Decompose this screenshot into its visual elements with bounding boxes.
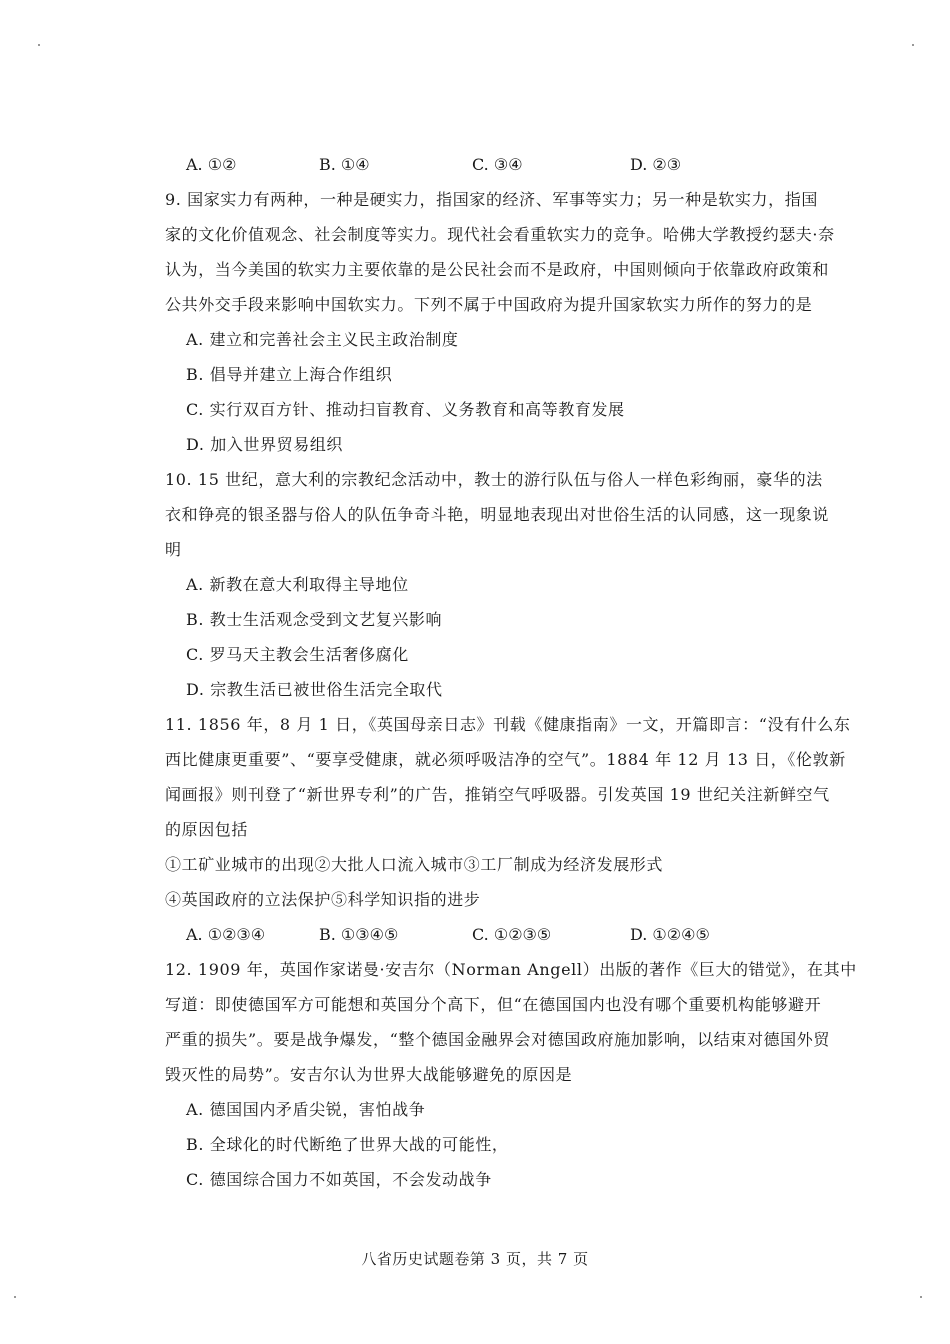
- q10-stem-line: 10. 15 世纪，意大利的宗教纪念活动中，教士的游行队伍与俗人一样色彩绚丽，豪华的法: [165, 470, 823, 489]
- q10-stem-line: 衣和铮亮的银圣器与俗人的队伍争奇斗艳，明显地表现出对世俗生活的认同感，这一现象说: [165, 505, 830, 524]
- q10-option-b: B. 教士生活观念受到文艺复兴影响: [186, 610, 443, 629]
- scan-speck: [38, 44, 40, 46]
- q9-stem-line: 公共外交手段来影响中国软实力。下列不属于中国政府为提升国家软实力所作的努力的是: [165, 295, 813, 314]
- q10-stem-line: 明: [165, 540, 182, 559]
- q12-stem-line: 写道：即使德国军方可能想和英国分个高下，但“在德国国内也没有哪个重要机构能够避开: [165, 995, 822, 1014]
- q9-stem-line: 9. 国家实力有两种，一种是硬实力，指国家的经济、军事等实力；另一种是软实力，指国: [165, 190, 818, 209]
- q9-option-c: C. 实行双百方针、推动扫盲教育、义务教育和高等教育发展: [186, 400, 625, 419]
- q10-option-d: D. 宗教生活已被世俗生活完全取代: [186, 680, 443, 699]
- option: D. ②③: [630, 155, 682, 174]
- option: C. ③④: [472, 155, 523, 174]
- option: B. ①④: [319, 155, 370, 174]
- option: D. ①②④⑤: [630, 925, 710, 944]
- scan-speck: [920, 1296, 922, 1298]
- q9-stem-line: 认为，当今美国的软实力主要依靠的是公民社会而不是政府，中国则倾向于依靠政府政策和: [165, 260, 830, 279]
- q11-stem-line: 11. 1856 年，8 月 1 日，《英国母亲日志》刊载《健康指南》一文，开篇即言：“没有什么东: [165, 715, 851, 734]
- q12-stem-line: 毁灭性的局势”。安吉尔认为世界大战能够避免的原因是: [165, 1065, 573, 1084]
- q12-stem-line: 12. 1909 年，英国作家诺曼·安吉尔（Norman Angell）出版的著作《巨大的错觉》，在其中: [165, 960, 857, 979]
- option: B. ①③④⑤: [319, 925, 399, 944]
- q11-stem-line: 西比健康更重要”、“要享受健康，就必须呼吸洁净的空气”。1884 年 12 月 13 日，《伦敦新: [165, 750, 846, 769]
- option: C. ①②③⑤: [472, 925, 552, 944]
- q9-option-d: D. 加入世界贸易组织: [186, 435, 344, 454]
- scan-speck: [912, 44, 914, 46]
- q12-option-a: A. 德国国内矛盾尖锐，害怕战争: [186, 1100, 426, 1119]
- q12-option-c: C. 德国综合国力不如英国，不会发动战争: [186, 1170, 492, 1189]
- option: A. ①②③④: [186, 925, 266, 944]
- q11-choice-line: ①工矿业城市的出现②大批人口流入城市③工厂制成为经济发展形式: [165, 855, 664, 874]
- page-footer: 八省历史试题卷第 3 页，共 7 页: [361, 1250, 589, 1268]
- q10-option-a: A. 新教在意大利取得主导地位: [186, 575, 409, 594]
- q11-choice-line: ④英国政府的立法保护⑤科学知识指的进步: [165, 890, 481, 909]
- q12-option-b: B. 全球化的时代断绝了世界大战的可能性，: [186, 1135, 509, 1154]
- q9-stem-line: 家的文化价值观念、社会制度等实力。现代社会看重软实力的竞争。哈佛大学教授约瑟夫·奈: [165, 225, 835, 244]
- q9-option-a: A. 建立和完善社会主义民主政治制度: [186, 330, 459, 349]
- scan-speck: [14, 1296, 16, 1298]
- q12-stem-line: 严重的损失”。要是战争爆发，“整个德国金融界会对德国政府施加影响，以结束对德国外贸: [165, 1030, 830, 1049]
- option: A. ①②: [186, 155, 237, 174]
- q11-stem-line: 的原因包括: [165, 820, 249, 839]
- q9-option-b: B. 倡导并建立上海合作组织: [186, 365, 393, 384]
- q11-stem-line: 闻画报》则刊登了“新世界专利”的广告，推销空气呼吸器。引发英国 19 世纪关注新鲜空气: [165, 785, 830, 804]
- q10-option-c: C. 罗马天主教会生活奢侈腐化: [186, 645, 409, 664]
